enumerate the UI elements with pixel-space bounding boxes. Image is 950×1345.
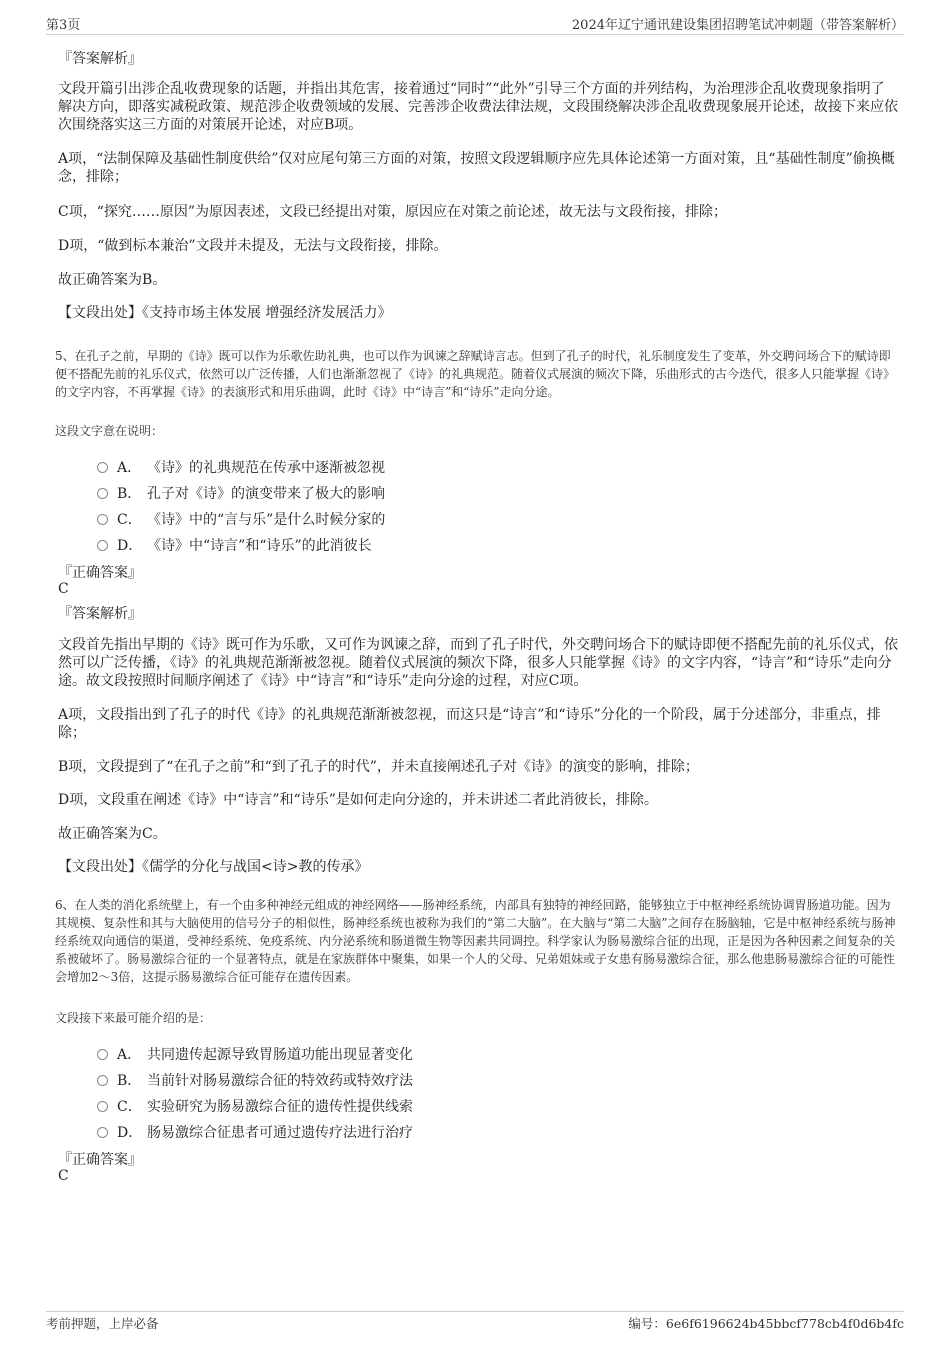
option-c[interactable] bbox=[97, 1096, 413, 1116]
radio-button[interactable] bbox=[97, 540, 108, 551]
analysis-label: 『答案解析』 bbox=[58, 606, 142, 622]
option-text: 孔子对《诗》的演变带来了极大的影响 bbox=[147, 486, 385, 502]
radio-button[interactable] bbox=[97, 1049, 108, 1060]
footer-slogan: 考前押题，上岸必备 bbox=[46, 1316, 159, 1331]
radio-button[interactable] bbox=[97, 1075, 108, 1086]
option-text: 当前针对肠易激综合征的特效药或特效疗法 bbox=[147, 1073, 413, 1089]
question-stem: 5、在孔子之前，早期的《诗》既可以作为乐歌佐助礼典，也可以作为讽谏之辞赋诗言志。但到了孔子的时代，礼乐制度发生了变革，外交聘问场合下的赋诗即便不搭配先前的礼乐仪式，依然可以广泛传播，人们也渐渐忽视了《诗》的礼典规范。随着仪式展演的频次下降，乐曲形式的古今迭代，很多人只能掌握《诗》的文字内容，不再掌握《诗》的表演形式和用乐曲调，此时《诗》中“诗言”和“诗乐”走向分途。 bbox=[55, 349, 896, 399]
page-footer bbox=[46, 1311, 904, 1334]
option-text: 共同遗传起源导致胃肠道功能出现显著变化 bbox=[147, 1047, 413, 1063]
page-header bbox=[46, 12, 904, 35]
option-c[interactable] bbox=[97, 509, 385, 529]
correct-answer-label: 『正确答案』 bbox=[58, 1152, 142, 1168]
correct-answer: C bbox=[58, 1168, 69, 1184]
analysis-paragraph: B项，文段提到了“在孔子之前”和“到了孔子的时代”，并未直接阐述孔子对《诗》的演变的影响，排除； bbox=[58, 759, 699, 775]
option-letter: B． bbox=[117, 1073, 142, 1089]
page-number: 第3页 bbox=[46, 17, 81, 33]
source-text: 【文段出处】《支持市场主体发展 增强经济发展活力》 bbox=[58, 305, 392, 321]
option-letter: B． bbox=[117, 486, 142, 502]
option-letter: C． bbox=[117, 512, 142, 528]
analysis-paragraph: A项，“法制保障及基础性制度供给”仅对应尾句第三方面的对策，按照文段逻辑顺序应先具体论述第一方面对策，且“基础性制度”偷换概念，排除； bbox=[58, 151, 895, 185]
document-id: 编号：6e6f6196624b45bbcf778cb4f0d6b4fc bbox=[628, 1316, 904, 1331]
radio-button[interactable] bbox=[97, 1127, 108, 1138]
radio-button[interactable] bbox=[97, 1101, 108, 1112]
option-a[interactable] bbox=[97, 1044, 413, 1064]
option-letter: A． bbox=[117, 460, 142, 476]
analysis-paragraph: D项，文段重在阐述《诗》中“诗言”和“诗乐”是如何走向分途的，并未讲述二者此消彼长，排除。 bbox=[58, 792, 658, 808]
analysis-paragraph: D项，“做到标本兼治”文段并未提及，无法与文段衔接，排除。 bbox=[58, 238, 448, 254]
option-letter: D． bbox=[117, 538, 143, 554]
analysis-paragraph: C项，“探究……原因”为原因表述，文段已经提出对策，原因应在对策之前论述，故无法与文段衔接，排除； bbox=[58, 204, 728, 220]
radio-button[interactable] bbox=[97, 514, 108, 525]
option-text: 《诗》中的“言与乐”是什么时候分家的 bbox=[147, 512, 386, 528]
analysis-paragraph: 文段开篇引出涉企乱收费现象的话题，并指出其危害，接着通过“同时”“此外”引导三个方面的并列结构，为治理涉企乱收费现象指明了解决方向，即落实减税政策、规范涉企收费领域的发展、完善涉企收费法律法规，文段围绕解决涉企乱收费现象展开论述，故接下来应依次围绕落实这三方面的对策展开论述，对应B项。 bbox=[58, 81, 898, 133]
option-text: 实验研究为肠易激综合征的遗传性提供线索 bbox=[147, 1099, 413, 1115]
radio-button[interactable] bbox=[97, 462, 108, 473]
analysis-paragraph: A项，文段指出到了孔子的时代《诗》的礼典规范渐渐被忽视，而这只是“诗言”和“诗乐”分化的一个阶段，属于分述部分，非重点，排除； bbox=[58, 707, 881, 741]
option-b[interactable] bbox=[97, 483, 385, 503]
conclusion-text: 故正确答案为C。 bbox=[58, 826, 167, 842]
question-stem: 6、在人类的消化系统壁上，有一个由多种神经元组成的神经网络——肠神经系统，内部具有独特的神经回路，能够独立于中枢神经系统协调胃肠道功能。因为其规模、复杂性和其与大脑使用的信号分子的相似性，肠神经系统也被称为我们的“第二大脑”。在大脑与“第二大脑”之间存在肠脑轴，它是中枢神经系统与肠神经系统双向通信的渠道，受神经系统、免疫系统、内分泌系统和肠道微生物等因素共同调控。科学家认为肠易激综合征的出现，正是因为各种因素之间复杂的关系被破坏了。肠易激综合征的一个显著特点，就是在家族群体中聚集，如果一个人的父母、兄弟姐妹或子女患有肠易激综合征，那么他患肠易激综合征的可能性会增加2～3倍，这提示肠易激综合征可能存在遗传因素。 bbox=[55, 898, 896, 984]
option-d[interactable] bbox=[97, 1122, 413, 1142]
analysis-label: 『答案解析』 bbox=[58, 51, 142, 67]
option-text: 《诗》的礼典规范在传承中逐渐被忽视 bbox=[147, 460, 385, 476]
source-text: 【文段出处】《儒学的分化与战国<诗>教的传承》 bbox=[58, 859, 369, 875]
option-letter: C． bbox=[117, 1099, 142, 1115]
question-prompt: 文段接下来最可能介绍的是： bbox=[55, 1011, 212, 1025]
option-text: 肠易激综合征患者可通过遗传疗法进行治疗 bbox=[147, 1125, 413, 1141]
question-prompt: 这段文字意在说明： bbox=[55, 424, 164, 438]
analysis-paragraph: 文段首先指出早期的《诗》既可作为乐歌，又可作为讽谏之辞，而到了孔子时代，外交聘问场合下的赋诗即便不搭配先前的礼乐仪式，依然可以广泛传播，《诗》的礼典规范渐渐被忽视。随着仪式展演的频次下降，很多人只能掌握《诗》的文字内容，“诗言”和“诗乐”走向分途。故文段按照时间顺序阐述了《诗》中“诗言”和“诗乐”走向分途的过程，对应C项。 bbox=[58, 637, 898, 689]
option-a[interactable] bbox=[97, 457, 385, 477]
option-letter: D． bbox=[117, 1125, 143, 1141]
option-b[interactable] bbox=[97, 1070, 413, 1090]
option-d[interactable] bbox=[97, 535, 372, 555]
document-title: 2024年辽宁通讯建设集团招聘笔试冲刺题（带答案解析） bbox=[571, 17, 904, 33]
correct-answer-label: 『正确答案』 bbox=[58, 565, 142, 581]
correct-answer: C bbox=[58, 581, 69, 597]
option-letter: A． bbox=[117, 1047, 142, 1063]
conclusion-text: 故正确答案为B。 bbox=[58, 272, 167, 288]
radio-button[interactable] bbox=[97, 488, 108, 499]
option-text: 《诗》中“诗言”和“诗乐”的此消彼长 bbox=[147, 538, 372, 554]
